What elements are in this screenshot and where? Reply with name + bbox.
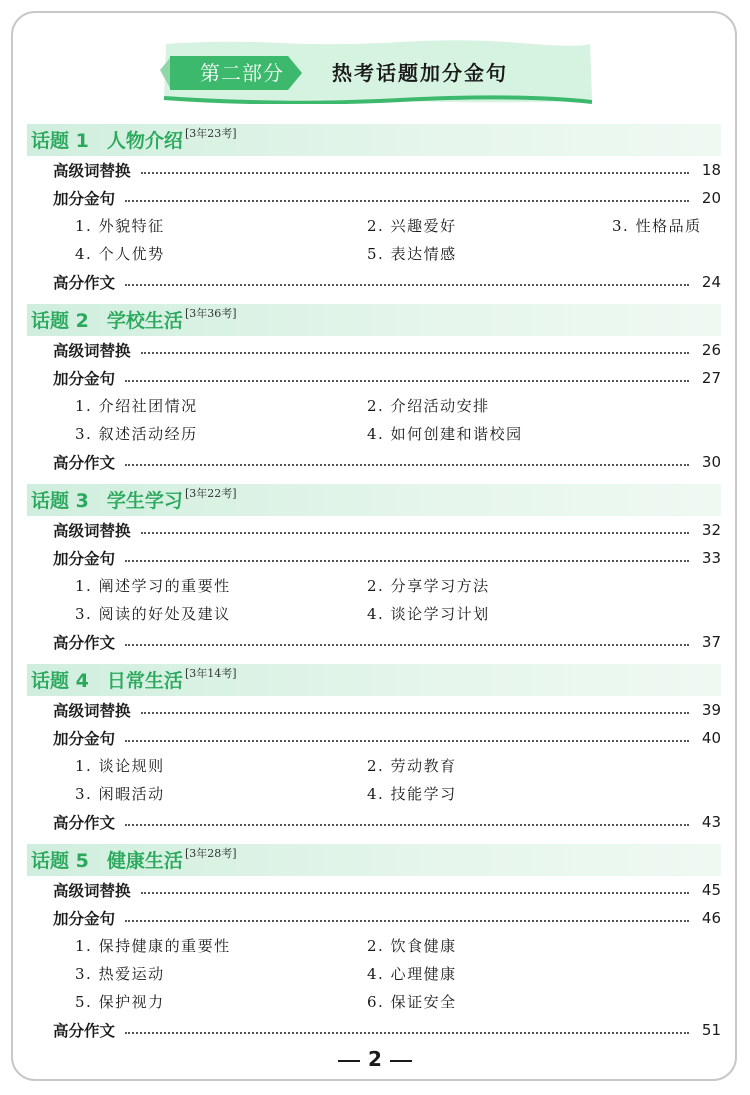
essay-entry-label: 高分作文 — [53, 1022, 116, 1040]
essay-entry-page: 43 — [701, 813, 721, 831]
subitem[interactable]: 1. 保持健康的重要性 — [75, 937, 231, 955]
topic-number: 话题 3 — [31, 490, 89, 512]
table-of-contents — [27, 124, 721, 1052]
subitem[interactable]: 4. 心理健康 — [367, 965, 457, 983]
essay-entry-page: 30 — [701, 453, 721, 471]
section-title: 热考话题加分金句 — [332, 61, 508, 85]
subitem[interactable]: 1. 谈论规则 — [75, 757, 165, 775]
subitem-line — [27, 960, 721, 988]
sentences-entry-page: 33 — [701, 549, 721, 567]
vocab-entry[interactable] — [27, 696, 721, 724]
vocab-entry-page: 39 — [701, 701, 721, 719]
subitem[interactable]: 3. 叙述活动经历 — [75, 425, 198, 443]
essay-entry-label: 高分作文 — [53, 814, 116, 832]
subitem[interactable]: 1. 介绍社团情况 — [75, 397, 198, 415]
topic-exam-tag: [3年28考] — [185, 847, 237, 860]
essay-entry[interactable] — [27, 268, 721, 296]
sentences-entry-label: 加分金句 — [53, 910, 116, 928]
page-number: 2 — [368, 1047, 382, 1071]
essay-entry[interactable] — [27, 628, 721, 656]
subitem[interactable]: 2. 劳动教育 — [367, 757, 457, 775]
dot-leader — [125, 380, 689, 382]
sentences-entry[interactable] — [27, 904, 721, 932]
subitem[interactable]: 4. 个人优势 — [75, 245, 165, 263]
topic-title — [31, 308, 183, 334]
essay-entry-page: 51 — [701, 1021, 721, 1039]
sentences-entry[interactable] — [27, 724, 721, 752]
topic-exam-tag: [3年14考] — [185, 667, 237, 680]
topic-title — [31, 128, 183, 154]
subitem[interactable]: 5. 保护视力 — [75, 993, 165, 1011]
topic-name: 学校生活 — [106, 310, 183, 332]
dot-leader — [141, 352, 689, 354]
dot-leader — [125, 200, 689, 202]
subitem[interactable]: 5. 表达情感 — [367, 245, 457, 263]
vocab-entry-label: 高级词替换 — [53, 342, 131, 360]
vocab-entry-label: 高级词替换 — [53, 702, 131, 720]
topic-number: 话题 4 — [31, 670, 89, 692]
topic-header[interactable] — [27, 124, 721, 156]
topic-number: 话题 5 — [31, 850, 89, 872]
sentences-entry[interactable] — [27, 184, 721, 212]
subitem[interactable]: 2. 介绍活动安排 — [367, 397, 490, 415]
dot-leader — [141, 532, 689, 534]
subitem[interactable]: 4. 如何创建和谐校园 — [367, 425, 523, 443]
sentences-entry-label: 加分金句 — [53, 730, 116, 748]
dot-leader — [125, 1032, 689, 1034]
topic-name: 健康生活 — [106, 850, 183, 872]
sentences-entry-page: 27 — [701, 369, 721, 387]
sentences-entry[interactable] — [27, 364, 721, 392]
subitem-line — [27, 212, 721, 240]
dot-leader — [125, 464, 689, 466]
vocab-entry[interactable] — [27, 336, 721, 364]
vocab-entry[interactable] — [27, 876, 721, 904]
subitem[interactable]: 3. 闲暇活动 — [75, 785, 165, 803]
essay-entry-page: 37 — [701, 633, 721, 651]
dot-leader — [125, 824, 689, 826]
vocab-entry-label: 高级词替换 — [53, 162, 131, 180]
subitem[interactable]: 2. 兴趣爱好 — [367, 217, 457, 235]
topic-section — [27, 664, 721, 836]
subitem[interactable]: 2. 分享学习方法 — [367, 577, 490, 595]
sentences-entry-page: 20 — [701, 189, 721, 207]
vocab-entry[interactable] — [27, 516, 721, 544]
vocab-entry-page: 26 — [701, 341, 721, 359]
topic-section — [27, 304, 721, 476]
subitem-line — [27, 572, 721, 600]
sentences-entry[interactable] — [27, 544, 721, 572]
subitem-line — [27, 392, 721, 420]
topic-header[interactable] — [27, 484, 721, 516]
sentence-subitems — [27, 572, 721, 628]
topic-number: 话题 1 — [31, 130, 89, 152]
subitem[interactable]: 1. 外貌特征 — [75, 217, 165, 235]
sentence-subitems — [27, 212, 721, 268]
sentences-entry-label: 加分金句 — [53, 370, 116, 388]
vocab-entry-page: 18 — [701, 161, 721, 179]
topic-header[interactable] — [27, 844, 721, 876]
subitem[interactable]: 3. 阅读的好处及建议 — [75, 605, 231, 623]
topic-exam-tag: [3年36考] — [185, 307, 237, 320]
subitem[interactable]: 1. 阐述学习的重要性 — [75, 577, 231, 595]
essay-entry-label: 高分作文 — [53, 274, 116, 292]
topic-exam-tag: [3年23考] — [185, 127, 237, 140]
subitem-line — [27, 780, 721, 808]
subitem-line — [27, 932, 721, 960]
vocab-entry-page: 32 — [701, 521, 721, 539]
essay-entry-label: 高分作文 — [53, 454, 116, 472]
dot-leader — [125, 560, 689, 562]
footer-dash-right — [390, 1060, 412, 1062]
vocab-entry-page: 45 — [701, 881, 721, 899]
dot-leader — [141, 172, 689, 174]
subitem[interactable]: 2. 饮食健康 — [367, 937, 457, 955]
essay-entry[interactable] — [27, 808, 721, 836]
dot-leader — [125, 284, 689, 286]
dot-leader — [125, 920, 689, 922]
vocab-entry-label: 高级词替换 — [53, 522, 131, 540]
dot-leader — [125, 644, 689, 646]
subitem-line — [27, 752, 721, 780]
subitem[interactable]: 4. 技能学习 — [367, 785, 457, 803]
topic-exam-tag: [3年22考] — [185, 487, 237, 500]
topic-title — [31, 488, 183, 514]
subitem-line — [27, 240, 721, 268]
dot-leader — [141, 712, 689, 714]
topic-section — [27, 124, 721, 296]
vocab-entry-label: 高级词替换 — [53, 882, 131, 900]
sentences-entry-label: 加分金句 — [53, 550, 116, 568]
subitem[interactable]: 4. 谈论学习计划 — [367, 605, 490, 623]
subitem-line — [27, 600, 721, 628]
sentence-subitems — [27, 752, 721, 808]
topic-header[interactable] — [27, 304, 721, 336]
dot-leader — [141, 892, 689, 894]
subitem[interactable]: 6. 保证安全 — [367, 993, 457, 1011]
topic-name: 人物介绍 — [106, 130, 183, 152]
essay-entry-page: 24 — [701, 273, 721, 291]
sentence-subitems — [27, 932, 721, 1016]
essay-entry[interactable] — [27, 448, 721, 476]
topic-name: 日常生活 — [106, 670, 183, 692]
topic-title — [31, 668, 183, 694]
section-part-label: 第二部分 — [200, 61, 284, 85]
sentences-entry-label: 加分金句 — [53, 190, 116, 208]
sentences-entry-page: 46 — [701, 909, 721, 927]
subitem-line — [27, 988, 721, 1016]
sentences-entry-page: 40 — [701, 729, 721, 747]
footer-dash-left — [338, 1060, 360, 1062]
topic-section — [27, 844, 721, 1044]
subitem-line — [27, 420, 721, 448]
topic-section — [27, 484, 721, 656]
topic-title — [31, 848, 183, 874]
sentence-subitems — [27, 392, 721, 448]
topic-number: 话题 2 — [31, 310, 89, 332]
topic-name: 学生学习 — [106, 490, 183, 512]
dot-leader — [125, 740, 689, 742]
subitem[interactable]: 3. 性格品质 — [612, 217, 702, 235]
topic-header[interactable] — [27, 664, 721, 696]
essay-entry-label: 高分作文 — [53, 634, 116, 652]
essay-entry[interactable] — [27, 1016, 721, 1044]
page-footer — [0, 1047, 750, 1071]
subitem[interactable]: 3. 热爱运动 — [75, 965, 165, 983]
vocab-entry[interactable] — [27, 156, 721, 184]
section-banner — [160, 40, 592, 104]
